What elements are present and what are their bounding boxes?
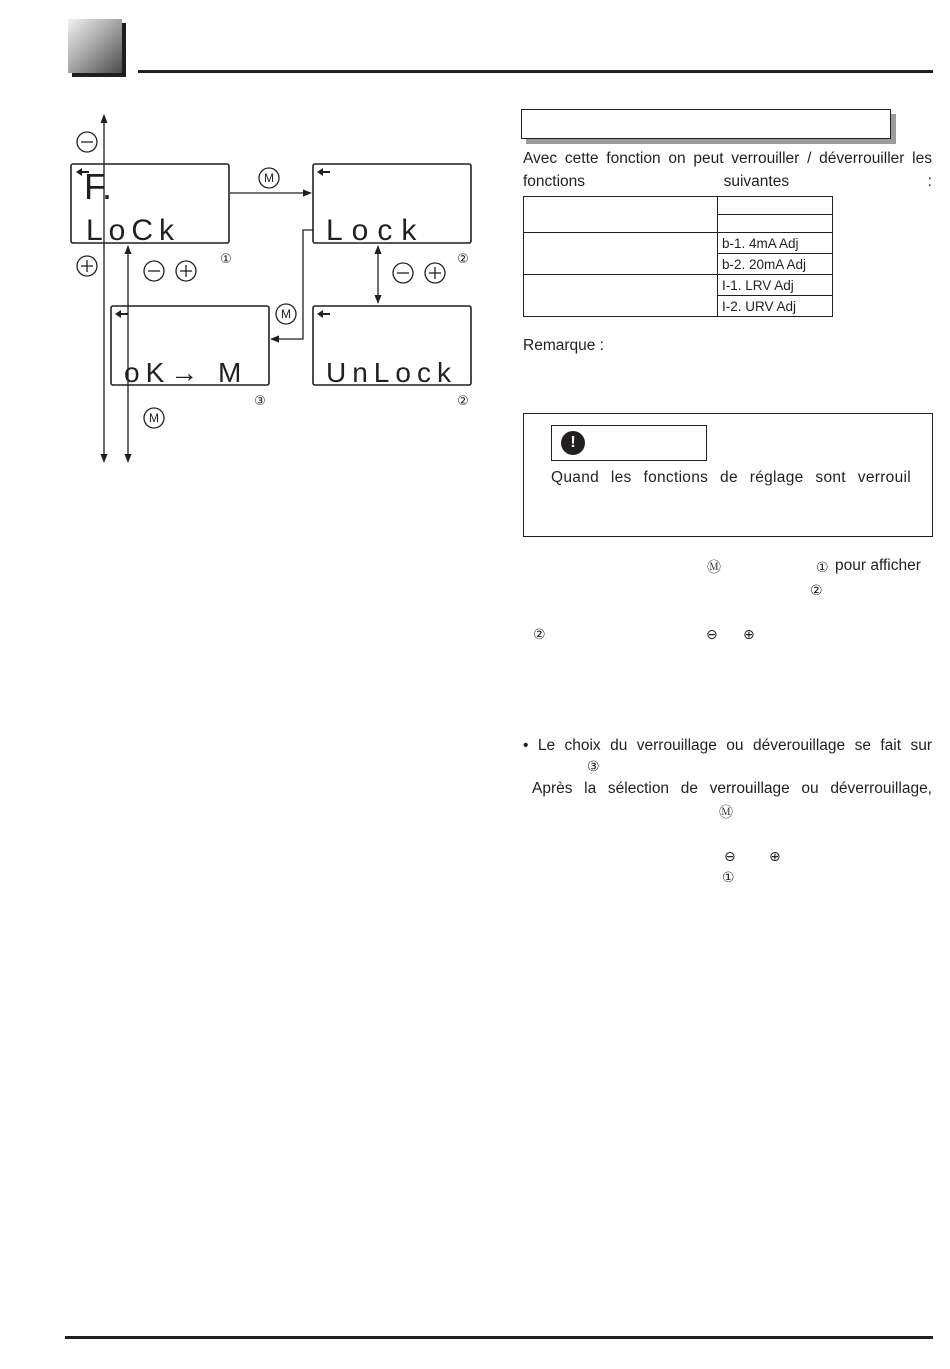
footer-rule bbox=[65, 1336, 933, 1339]
lcd-3-line2: oK→ M bbox=[124, 357, 248, 388]
step-marker-2: ② bbox=[457, 393, 469, 408]
lcd-2-line2: Lock bbox=[326, 214, 426, 247]
table-cell: b-1. 4mA Adj bbox=[718, 233, 833, 254]
step-text: pour afficher bbox=[835, 557, 921, 574]
lcd-indicator-3 bbox=[115, 310, 128, 318]
m-label: M bbox=[149, 411, 159, 425]
lcd-1-line2: LoCk bbox=[86, 214, 181, 247]
table-row bbox=[524, 197, 833, 215]
m-button-icon: Ⓜ bbox=[719, 804, 733, 820]
minus-icon: ⊖ bbox=[706, 626, 718, 642]
table-cell bbox=[524, 197, 718, 233]
step-marker-2: ② bbox=[457, 251, 469, 266]
table-cell bbox=[524, 275, 718, 317]
m-label: M bbox=[264, 171, 274, 185]
minus-icon: ⊖ bbox=[724, 848, 736, 864]
step-ref-1-icon: ① bbox=[722, 869, 735, 885]
bullet-paragraph-line2: Après la sélection de verrouillage ou déverrouillage, bbox=[532, 780, 932, 797]
lock-procedure-diagram bbox=[0, 0, 500, 480]
table-cell: b-2. 20mA Adj bbox=[718, 254, 833, 275]
step-ref-1-icon: ① bbox=[816, 559, 829, 575]
plus-icon: ⊕ bbox=[743, 626, 755, 642]
table-cell bbox=[524, 233, 718, 275]
step-ref-2-icon: ② bbox=[810, 582, 823, 598]
table-row bbox=[524, 233, 833, 254]
m-button-icon: Ⓜ bbox=[707, 559, 721, 575]
table-cell: I-2. URV Adj bbox=[718, 296, 833, 317]
table-cell bbox=[718, 215, 833, 233]
m-label: M bbox=[281, 307, 291, 321]
lcd-1-line1: F. bbox=[84, 166, 113, 207]
warning-text: Quand les fonctions de réglage sont verrouil bbox=[551, 469, 911, 486]
table-row bbox=[524, 275, 833, 296]
exclamation-icon: ! bbox=[561, 431, 585, 455]
intro-paragraph: Avec cette fonction on peut verrouiller / déverrouiller les fonctions suivantes : bbox=[523, 150, 932, 190]
table-cell: I-1. LRV Adj bbox=[718, 275, 833, 296]
step-ref-3-icon: ③ bbox=[587, 758, 600, 774]
remark-label: Remarque : bbox=[523, 337, 604, 354]
step-ref-2-icon: ② bbox=[533, 626, 546, 642]
step-marker-3: ③ bbox=[254, 393, 266, 408]
section-title-box bbox=[521, 109, 891, 139]
step-marker-1: ① bbox=[220, 251, 232, 266]
table-cell bbox=[718, 197, 833, 215]
bullet-paragraph-line1: • Le choix du verrouillage ou déverouillage se fait sur bbox=[523, 737, 932, 754]
lcd-indicator-4 bbox=[317, 310, 330, 318]
lcd-4-line2: UnLock bbox=[326, 357, 457, 388]
lcd-indicator-2 bbox=[317, 168, 330, 176]
plus-icon: ⊕ bbox=[769, 848, 781, 864]
lockable-functions-table bbox=[523, 196, 833, 317]
